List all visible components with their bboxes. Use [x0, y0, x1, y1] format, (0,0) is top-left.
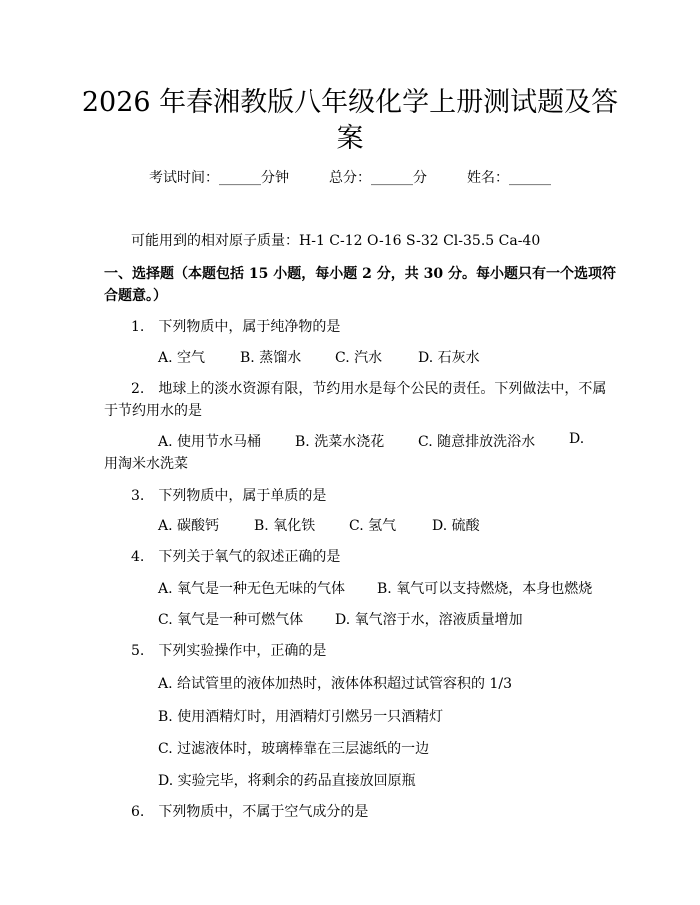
exam-info — [0, 167, 700, 187]
section-heading-cont: 合题意。） — [104, 288, 167, 304]
q1-option-d: D. 石灰水 — [418, 350, 480, 366]
q5-option-a: A. 给试管里的液体加热时，液体体积超过试管容积的 1/3 — [158, 676, 512, 692]
question-2-stem: 2. 地球上的淡水资源有限，节约用水是每个公民的责任。下列做法中，不属 — [131, 381, 607, 397]
q3-option-c: C. 氢气 — [349, 518, 397, 534]
q2-option-d: D. — [569, 431, 585, 447]
q2-option-a: A. 使用节水马桶 — [158, 434, 262, 450]
q2-option-b: B. 洗菜水浇花 — [295, 434, 385, 450]
title-line-2: 案 — [336, 123, 364, 154]
q1-option-b: B. 蒸馏水 — [240, 350, 302, 366]
atomic-masses: 可能用到的相对原子质量：H-1 C-12 O-16 S-32 Cl-35.5 Ca-40 — [131, 233, 541, 249]
question-4-stem: 4. 下列关于氧气的叙述正确的是 — [131, 549, 341, 565]
q4-option-b: B. 氧气可以支持燃烧，本身也燃烧 — [377, 581, 593, 597]
q2-option-d-text: 用淘米水洗菜 — [104, 456, 188, 472]
q5-option-d: D. 实验完毕，将剩余的药品直接放回原瓶 — [158, 773, 416, 789]
q3-option-b: B. 氧化铁 — [254, 518, 316, 534]
question-5-stem: 5. 下列实验操作中，正确的是 — [131, 643, 327, 659]
q1-option-c: C. 汽水 — [335, 350, 383, 366]
q1-option-a: A. 空气 — [158, 350, 206, 366]
q2-option-c: C. 随意排放洗浴水 — [418, 434, 536, 450]
q5-option-c: C. 过滤液体时，玻璃棒靠在三层滤纸的一边 — [158, 741, 430, 757]
title-line-1: 2026 年春湘教版八年级化学上册测试题及答 — [81, 87, 619, 118]
question-3-stem: 3. 下列物质中，属于单质的是 — [131, 488, 327, 504]
question-6-stem: 6. 下列物质中，不属于空气成分的是 — [131, 804, 369, 820]
q4-option-d: D. 氧气溶于水，溶液质量增加 — [335, 612, 523, 628]
exam-time: 考试时间：______分钟 — [149, 170, 289, 186]
q3-option-d: D. 硫酸 — [432, 518, 480, 534]
q5-option-b: B. 使用酒精灯时，用酒精灯引燃另一只酒精灯 — [158, 709, 444, 725]
exam-score: 总分：______分 — [329, 170, 427, 186]
q4-option-a: A. 氧气是一种无色无味的气体 — [158, 581, 346, 597]
section-heading: 一、选择题（本题包括 15 小题，每小题 2 分，共 30 分。每小题只有一个选项符 — [104, 266, 616, 282]
student-name: 姓名：______ — [467, 170, 551, 186]
question-1-stem: 1. 下列物质中，属于纯净物的是 — [131, 319, 341, 335]
q3-option-a: A. 碳酸钙 — [158, 518, 220, 534]
question-2-stem-cont: 于节约用水的是 — [104, 403, 202, 419]
q4-option-c: C. 氧气是一种可燃气体 — [158, 612, 304, 628]
